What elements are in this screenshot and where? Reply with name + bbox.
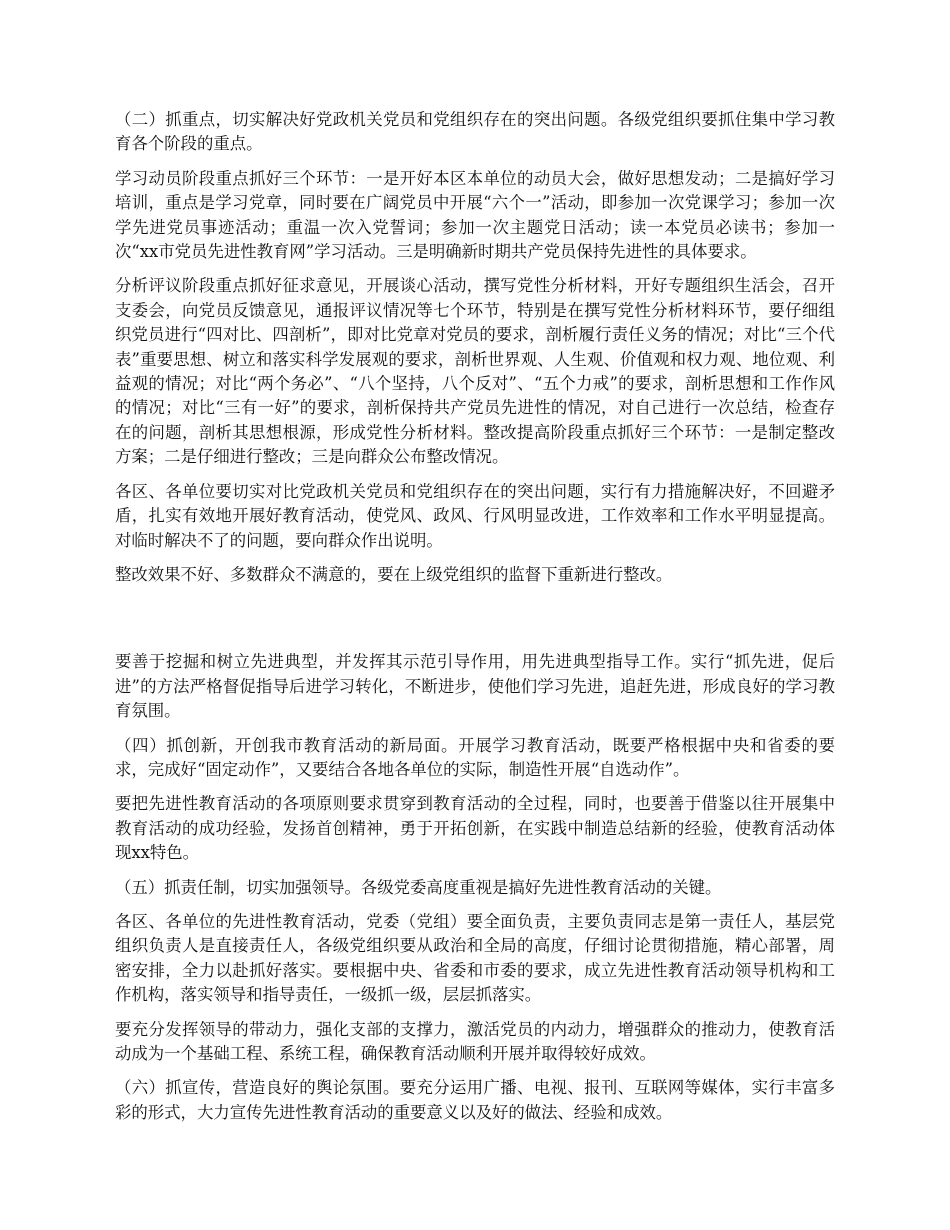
paragraph-section-two-heading: （二）抓重点，切实解决好党政机关党员和党组织存在的突出问题。各级党组织要抓住集中学习教育各个阶段的重点。 — [115, 110, 835, 154]
paragraph-leadership: 要充分发挥领导的带动力，强化支部的支撑力，激活党员的内动力，增强群众的推动力，使教育活动成为一个基础工程、系统工程，确保教育活动顺利开展并取得较好成效。 — [115, 1019, 835, 1063]
paragraph-section-five-heading: （五）抓责任制，切实加强领导。各级党委高度重视是搞好先进性教育活动的关键。 — [115, 877, 722, 897]
paragraph-problem-solving: 各区、各单位要切实对比党政机关党员和党组织存在的突出问题，实行有力措施解决好，不回避矛盾，扎实有效地开展好教育活动，使党风、政风、行风明显改进，工作效率和工作水平明显提高。对临时解决不了的问题，要向群众作出说明。 — [115, 481, 835, 550]
section-gap — [115, 597, 835, 650]
paragraph-section-six-heading: （六）抓宣传，营造良好的舆论氛围。要充分运用广播、电视、报刊、互联网等媒体，实行丰富多彩的形式，大力宣传先进性教育活动的重要意义以及好的做法、经验和成效。 — [115, 1078, 835, 1122]
paragraph-mobilization-stage: 学习动员阶段重点抓好三个环节：一是开好本区本单位的动员大会，做好思想发动；二是搞好学习培训，重点是学习党章，同时要在广阔党员中开展“六个一”活动，即参加一次党课学习；参加一次学先进党员事迹活动；重温一次入党誓词；参加一次主题党日活动；读一本党员必读书；参加一次“xx市党员先进性教育网”学习活动。三是明确新时期共产党员保持先进性的具体要求。 — [115, 168, 835, 262]
paragraph-analysis-stage: 分析评议阶段重点抓好征求意见，开展谈心活动，撰写党性分析材料，开好专题组织生活会，召开支委会，向党员反馈意见，通报评议情况等七个环节，特别是在撰写党性分析材料环节，要仔细组织党员进行“四对比、四剖析”，即对比党章对党员的要求，剖析履行责任义务的情况；对比“三个代表”重要思想、树立和落实科学发展观的要求，剖析世界观、人生观、价值观和权力观、地位观、利益观的情况；对比“两个务必”、“八个坚持，八个反对”、“五个力戒”的要求，剖析思想和工作作风的情况；对比“三有一好”的要求，剖析保持共产党员先进性的情况，对自己进行一次总结，检查存在的问题，剖析其思想根源，形成党性分析材料。整改提高阶段重点抓好三个环节：一是制定整改方案；二是仔细进行整改；三是向群众公布整改情况。 — [115, 276, 835, 467]
paragraph-rectification: 整改效果不好、多数群众不满意的，要在上级党组织的监督下重新进行整改。 — [115, 564, 673, 584]
paragraph-responsibility: 各区、各单位的先进性教育活动，党委（党组）要全面负责，主要负责同志是第一责任人，基层党组织负责人是直接责任人，各级党组织要从政治和全局的高度，仔细讨论贯彻措施，精心部署，周密安排，全力以赴抓好落实。要根据中央、省委和市委的要求，成立先进性教育活动领导机构和工作机构，落实领导和指导责任，一级抓一级，层层抓落实。 — [115, 911, 835, 1005]
paragraph-advanced-models: 要善于挖掘和树立先进典型，并发挥其示范引导作用，用先进典型指导工作。实行“抓先进，促后进”的方法严格督促指导后进学习转化，不断进步，使他们学习先进，追赶先进，形成良好的学习教育氛围。 — [115, 652, 835, 721]
document-body — [115, 108, 835, 1135]
paragraph-principles: 要把先进性教育活动的各项原则要求贯穿到教育活动的全过程，同时，也要善于借鉴以往开展集中教育活动的成功经验，发扬首创精神，勇于开拓创新，在实践中制造总结新的经验，使教育活动体现xx特色。 — [115, 794, 835, 863]
paragraph-section-four-heading: （四）抓创新，开创我市教育活动的新局面。开展学习教育活动，既要严格根据中央和省委的要求，完成好“固定动作”，又要结合各地各单位的实际，制造性开展“自选动作”。 — [115, 735, 835, 779]
